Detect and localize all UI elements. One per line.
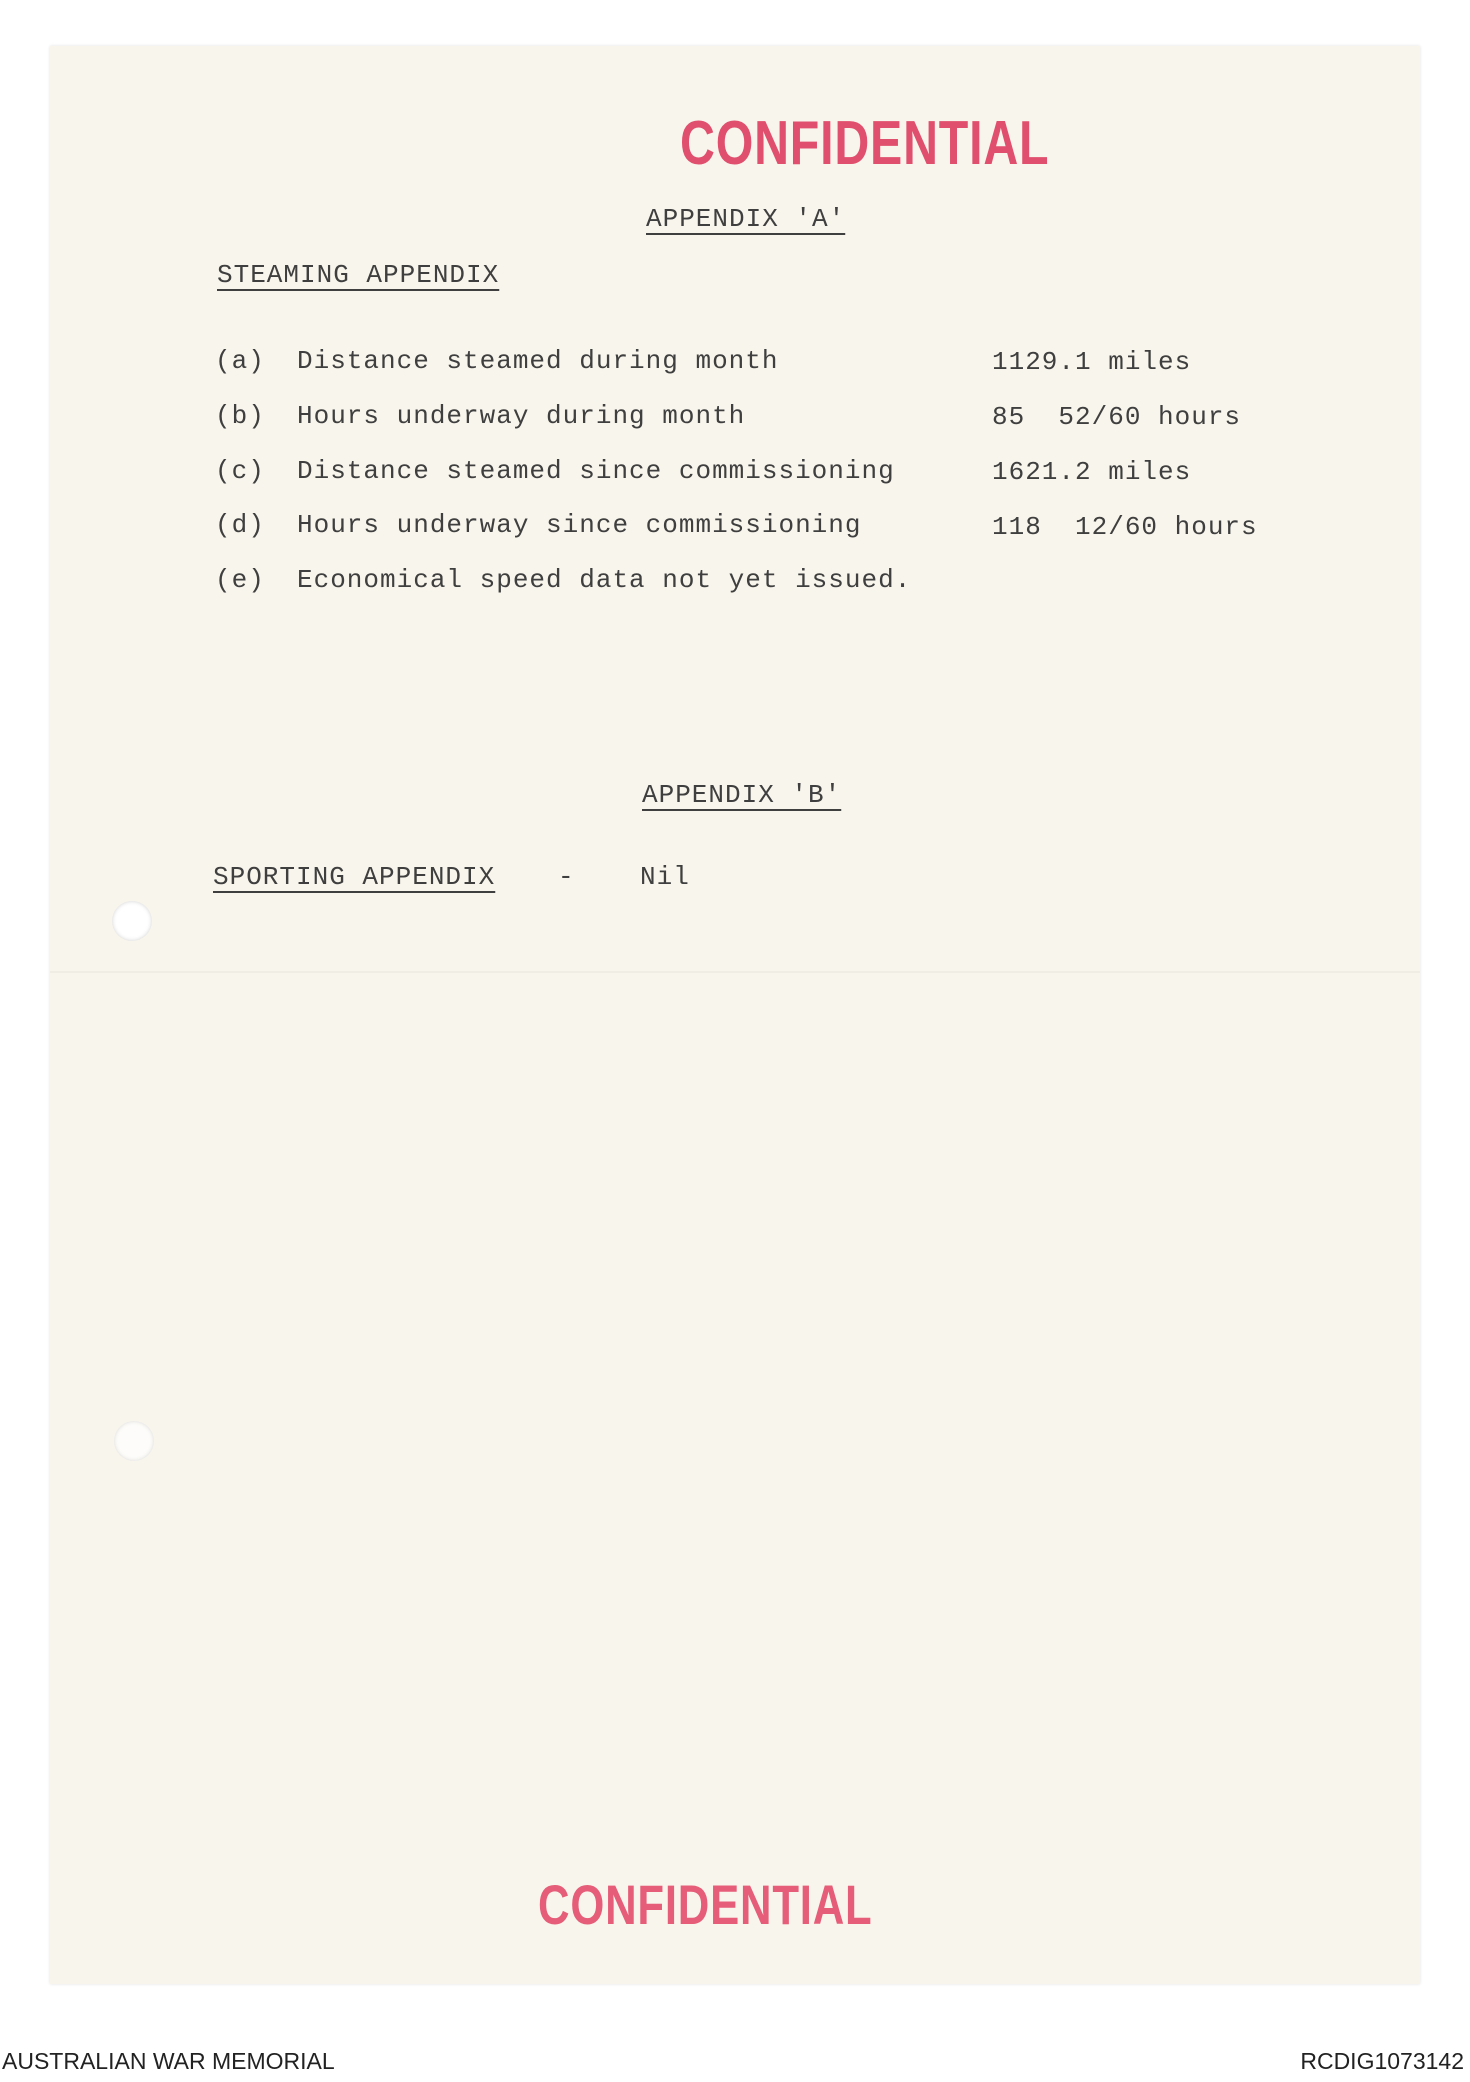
sporting-appendix-title: SPORTING APPENDIX [213, 862, 496, 892]
appendix-a-heading: APPENDIX 'A' [646, 204, 846, 234]
item-label: (c) [215, 456, 265, 486]
item-value: 1621.2 miles [992, 457, 1192, 487]
item-value: 118 12/60 hours [992, 512, 1258, 542]
item-text: Hours underway during month [297, 401, 746, 431]
sporting-value: Nil [640, 862, 690, 892]
confidential-stamp-top: CONFIDENTIAL [680, 109, 1050, 178]
sporting-dash: - [558, 862, 575, 892]
item-value: 1129.1 miles [992, 347, 1192, 377]
item-text: Economical speed data not yet issued. [297, 565, 912, 595]
item-text: Hours underway since commissioning [297, 510, 862, 540]
confidential-stamp-bottom: CONFIDENTIAL [538, 1873, 873, 1936]
item-text: Distance steamed since commissioning [297, 456, 895, 486]
item-label: (d) [215, 510, 265, 540]
appendix-b-heading: APPENDIX 'B' [642, 780, 842, 810]
paper-fold [50, 971, 1420, 973]
item-text: Distance steamed during month [297, 346, 779, 376]
item-label: (b) [215, 401, 265, 431]
item-value: 85 52/60 hours [992, 402, 1242, 432]
archive-credit: AUSTRALIAN WAR MEMORIAL [2, 2048, 335, 2074]
punch-hole [112, 901, 152, 941]
document-page [50, 46, 1420, 1984]
item-label: (e) [215, 565, 265, 595]
item-label: (a) [215, 346, 265, 376]
punch-hole [114, 1421, 154, 1461]
steaming-appendix-title: STEAMING APPENDIX [217, 260, 500, 290]
archive-reference: RCDIG1073142 [1300, 2048, 1464, 2074]
